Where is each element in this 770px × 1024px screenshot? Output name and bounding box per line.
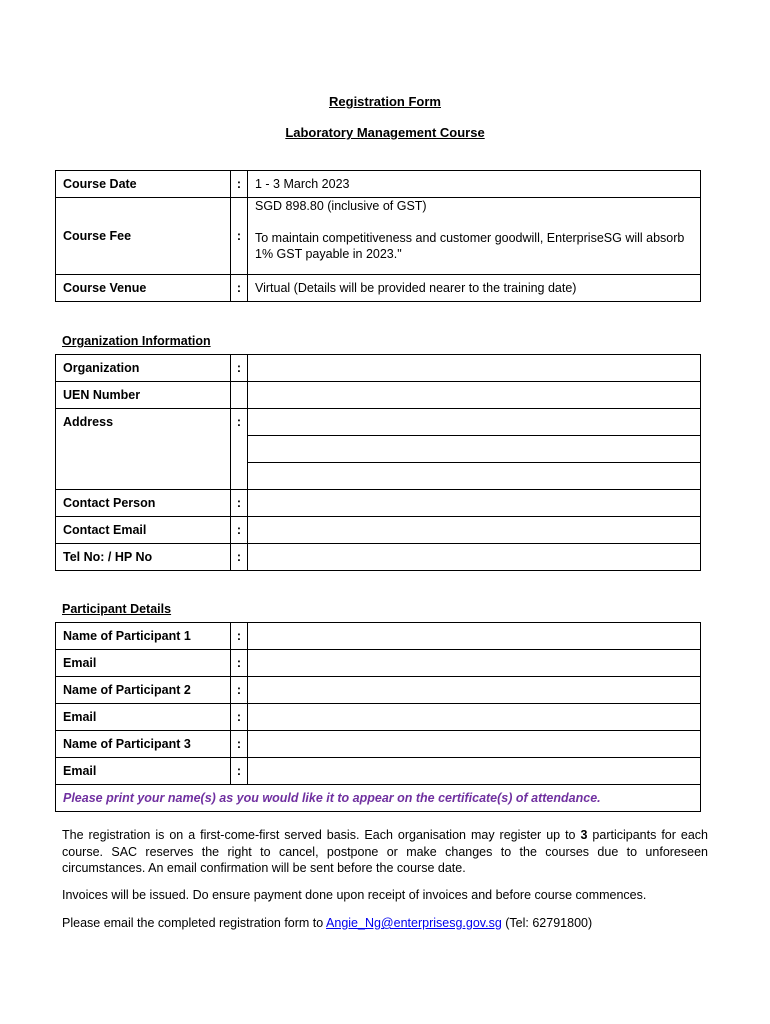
address-input-line-1[interactable] — [248, 409, 701, 436]
organization-input[interactable] — [248, 355, 701, 382]
participant-3-email-input[interactable] — [248, 758, 701, 785]
uen-label: UEN Number — [56, 382, 231, 409]
colon: : — [231, 355, 248, 382]
contact-email-input[interactable] — [248, 517, 701, 544]
organization-label: Organization — [56, 355, 231, 382]
colon-empty — [231, 382, 248, 409]
participant-2-input[interactable] — [248, 677, 701, 704]
email-instruction — [62, 915, 708, 932]
course-venue-label: Course Venue — [56, 275, 231, 302]
colon: : — [231, 731, 248, 758]
participant-heading: Participant Details — [62, 602, 172, 616]
certificate-note: Please print your name(s) as you would like it to appear on the certificate(s) of attendance. — [56, 785, 701, 812]
participant-1-email-input[interactable] — [248, 650, 701, 677]
max-participants: 3 — [580, 828, 588, 842]
contact-email-row — [56, 517, 701, 544]
colon: : — [231, 275, 248, 302]
course-title: Laboratory Management Course — [285, 125, 485, 140]
contact-person-input[interactable] — [248, 490, 701, 517]
colon: : — [231, 650, 248, 677]
colon: : — [231, 409, 248, 490]
address-input-line-2[interactable] — [248, 436, 701, 463]
address-label: Address — [56, 409, 231, 490]
participant-1-label: Name of Participant 1 — [56, 623, 231, 650]
course-fee-row — [56, 198, 701, 275]
certificate-note-row — [56, 785, 701, 812]
tel-text: (Tel: 62791800) — [501, 916, 593, 930]
address-input-line-3[interactable] — [248, 463, 701, 490]
participant-1-input[interactable] — [248, 623, 701, 650]
course-fee-value: SGD 898.80 (inclusive of GST) — [255, 199, 427, 213]
colon: : — [231, 623, 248, 650]
invoice-note: Invoices will be issued. Do ensure payment done upon receipt of invoices and before course commences. — [62, 888, 647, 902]
tel-input[interactable] — [248, 544, 701, 571]
participant-2-email-input[interactable] — [248, 704, 701, 731]
colon: : — [231, 544, 248, 571]
participant-1-email-label: Email — [56, 650, 231, 677]
colon: : — [231, 517, 248, 544]
terms-text-end: participants for each course. SAC reserves the right to cancel, postpone or make changes to the courses due to unforeseen circumstances. An email confirmation will be sent before the course date. — [62, 828, 708, 875]
form-title: Registration Form — [329, 94, 441, 109]
participant-row — [56, 704, 701, 731]
colon: : — [231, 171, 248, 198]
participant-2-email-label: Email — [56, 704, 231, 731]
course-date-row — [56, 171, 701, 198]
uen-row — [56, 382, 701, 409]
registration-terms — [62, 827, 708, 877]
colon: : — [231, 677, 248, 704]
colon: : — [231, 198, 248, 275]
address-row-1 — [56, 409, 701, 436]
participant-row — [56, 650, 701, 677]
email-instruction-text: Please email the completed registration form to — [62, 916, 327, 930]
email-link[interactable]: Angie_Ng@enterprisesg.gov.sg — [326, 916, 502, 930]
course-venue-row — [56, 275, 701, 302]
participant-row — [56, 623, 701, 650]
participant-3-input[interactable] — [248, 731, 701, 758]
tel-label: Tel No: / HP No — [56, 544, 231, 571]
course-fee-label: Course Fee — [56, 198, 231, 275]
tel-row — [56, 544, 701, 571]
course-fee-cell — [248, 198, 701, 275]
colon: : — [231, 490, 248, 517]
organization-table — [55, 354, 701, 571]
colon: : — [231, 758, 248, 785]
contact-person-label: Contact Person — [56, 490, 231, 517]
participant-row — [56, 731, 701, 758]
participant-3-label: Name of Participant 3 — [56, 731, 231, 758]
participant-3-email-label: Email — [56, 758, 231, 785]
contact-email-label: Contact Email — [56, 517, 231, 544]
participant-row — [56, 677, 701, 704]
participant-row — [56, 758, 701, 785]
course-fee-note: To maintain competitiveness and customer goodwill, EnterpriseSG will absorb 1% GST payable in 2023." — [255, 231, 685, 261]
terms-text-start: The registration is on a first-come-first served basis. Each organisation may register up to — [62, 828, 581, 842]
organization-heading: Organization Information — [62, 334, 211, 348]
participant-2-label: Name of Participant 2 — [56, 677, 231, 704]
organization-row — [56, 355, 701, 382]
contact-person-row — [56, 490, 701, 517]
course-info-table — [55, 170, 701, 302]
uen-input[interactable] — [248, 382, 701, 409]
course-date-value: 1 - 3 March 2023 — [248, 171, 701, 198]
course-venue-value: Virtual (Details will be provided nearer to the training date) — [248, 275, 701, 302]
participant-table — [55, 622, 701, 812]
colon: : — [231, 704, 248, 731]
course-date-label: Course Date — [56, 171, 231, 198]
